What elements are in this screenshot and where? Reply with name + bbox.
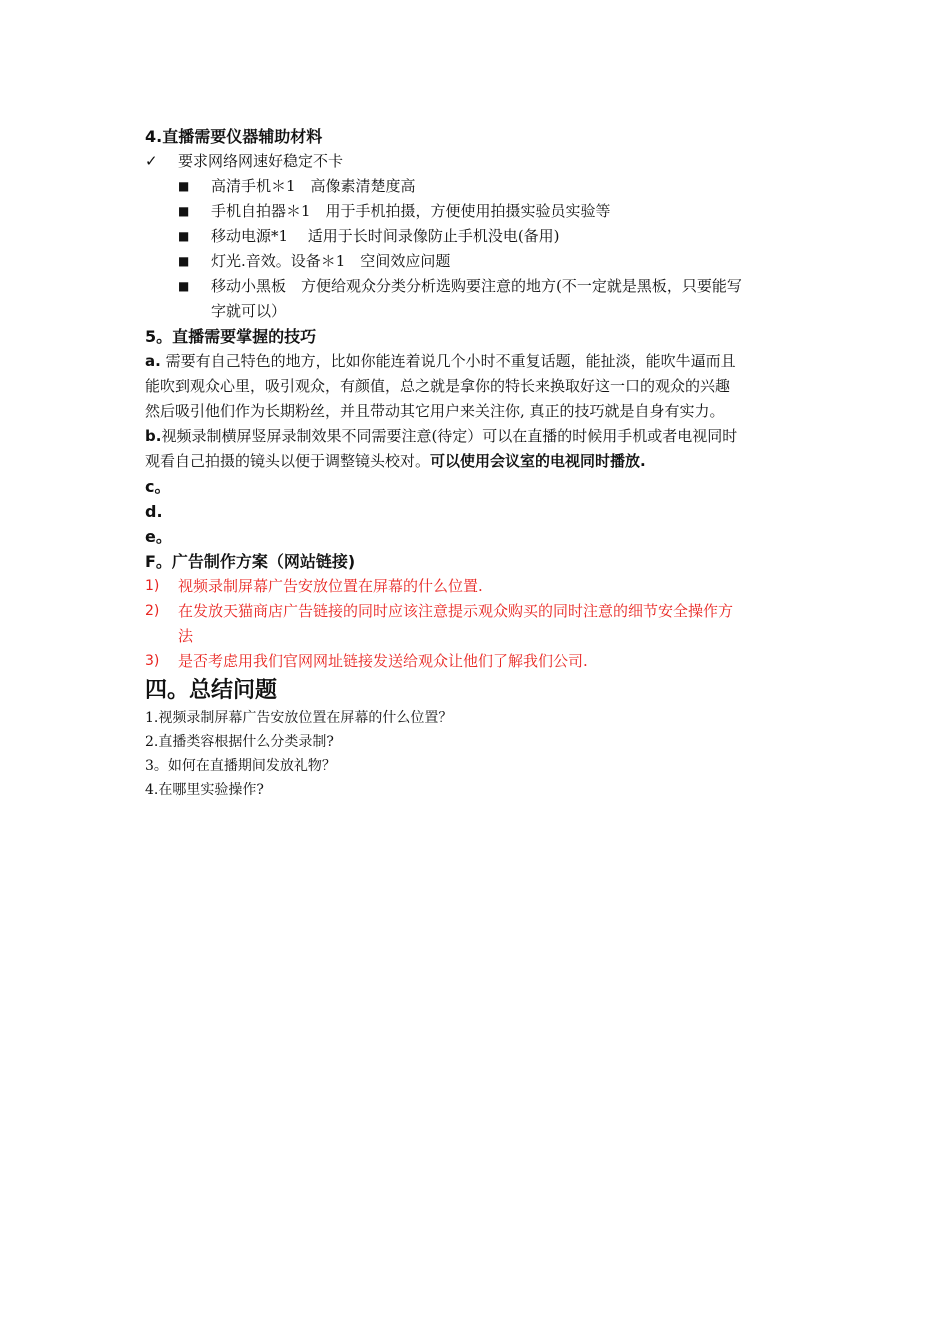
item-text: 视频录制屏幕广告安放位置在屏幕的什么位置.: [178, 577, 483, 595]
paragraph-a: [145, 349, 815, 424]
item-text: 是否考虑用我们官网网址链接发送给观众让他们了解我们公司.: [178, 652, 588, 670]
section-4-heading: 4.直播需要仪器辅助材料: [145, 127, 323, 146]
summary-question: 1.视频录制屏幕广告安放位置在屏幕的什么位置？: [145, 710, 453, 726]
item-text: 法: [178, 627, 194, 645]
numbered-item: [145, 649, 815, 674]
numbered-item: [145, 574, 815, 599]
paragraph-b-line: 视频录制横屏竖屏录制效果不同需要注意(待定）可以在直播的时候用手机或者电视同时: [161, 427, 738, 445]
item-number: 1): [145, 578, 160, 594]
bullet-text: 移动小黑板 方便给观众分类分析选购要注意的地方(不一定就是黑板，只要能写: [211, 277, 742, 295]
item-e: e。: [145, 527, 172, 546]
bullet-item: [145, 224, 815, 249]
bullet-text: 字就可以）: [211, 302, 287, 320]
bullet-item-continuation: [145, 299, 815, 324]
bullet-text: 高清手机＊1 高像素清楚度高: [211, 177, 416, 195]
bullet-item: [145, 199, 815, 224]
numbered-item-continuation: [145, 624, 815, 649]
document-body: [145, 124, 815, 802]
paragraph-a-line: 然后吸引他们作为长期粉丝，并且带动其它用户来关注你, 真正的技巧就是自身有实力。: [145, 402, 725, 420]
paragraph-b-line: 观看自己拍摄的镜头以便于调整镜头校对。: [145, 452, 431, 470]
paragraph-a-line: 能吹到观众心里，吸引观众，有颜值，总之就是拿你的特长来换取好这一口的观众的兴趣: [145, 377, 731, 395]
paragraph-b: [145, 424, 815, 474]
check-item: [145, 149, 815, 174]
paragraph-b-emphasis: 可以使用会议室的电视同时播放.: [430, 452, 646, 470]
square-bullet-icon: ■: [178, 179, 190, 193]
item-c: c。: [145, 477, 171, 496]
item-number: 3): [145, 653, 160, 669]
square-bullet-icon: ■: [178, 279, 190, 293]
section-5-heading: 5。直播需要掌握的技巧: [145, 327, 317, 346]
summary-question: 2.直播类容根据什么分类录制?: [145, 734, 334, 750]
item-d: d.: [145, 502, 163, 521]
bullet-text: 移动电源*1 适用于长时间录像防止手机没电(备用): [211, 227, 560, 245]
bullet-item: [145, 249, 815, 274]
numbered-item: [145, 599, 815, 624]
square-bullet-icon: ■: [178, 204, 190, 218]
summary-question: 4.在哪里实验操作?: [145, 782, 264, 798]
bullet-text: 灯光.音效。设备＊1 空间效应问题: [211, 252, 451, 270]
bullet-text: 手机自拍器＊1 用于手机拍摄，方便使用拍摄实验员实验等: [211, 202, 611, 220]
section-f-heading: F。广告制作方案（网站链接): [145, 552, 356, 571]
checkmark-icon: ✓: [145, 152, 158, 170]
summary-heading: 四。总结问题: [145, 678, 278, 703]
square-bullet-icon: ■: [178, 229, 190, 243]
paragraph-b-label: b.: [145, 427, 162, 445]
check-item-text: 要求网络网速好稳定不卡: [178, 152, 344, 170]
bullet-item: [145, 274, 815, 299]
paragraph-a-line: 需要有自己特色的地方，比如你能连着说几个小时不重复话题，能扯淡，能吹牛逼而且: [160, 352, 736, 370]
summary-question: 3。如何在直播期间发放礼物？: [145, 758, 336, 774]
square-bullet-icon: ■: [178, 254, 190, 268]
item-number: 2): [145, 603, 160, 619]
item-text: 在发放天猫商店广告链接的同时应该注意提示观众购买的同时注意的细节安全操作方: [178, 602, 734, 620]
bullet-item: [145, 174, 815, 199]
paragraph-a-label: a.: [145, 352, 161, 370]
